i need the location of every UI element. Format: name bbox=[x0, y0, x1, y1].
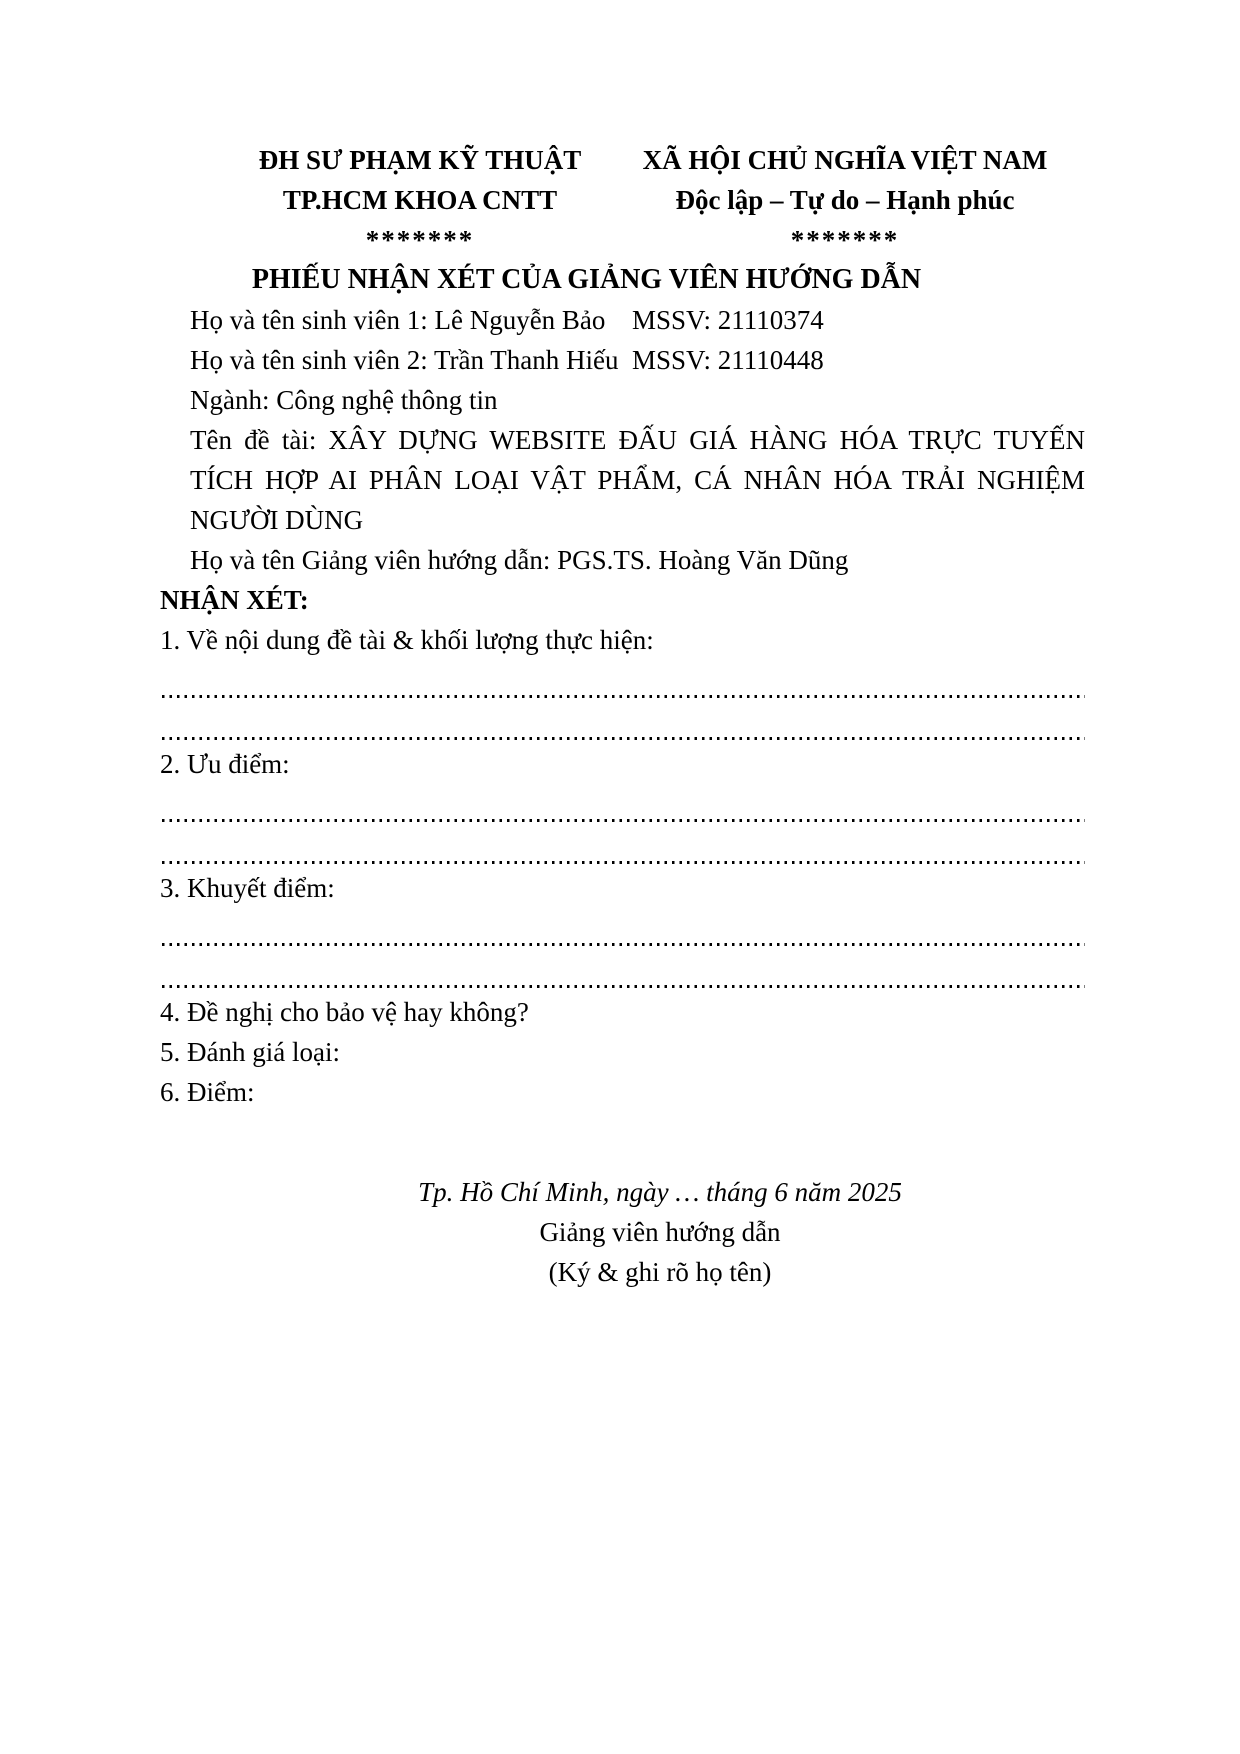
review-heading: NHẬN XÉT: bbox=[160, 585, 309, 615]
right-separator-stars: ******* bbox=[790, 225, 900, 255]
dotted-line bbox=[160, 908, 1085, 950]
topic-paragraph bbox=[190, 420, 1085, 540]
letterhead-left-column bbox=[165, 140, 675, 260]
signature-date-line: Tp. Hồ Chí Minh, ngày … tháng 6 năm 2025 bbox=[418, 1177, 902, 1207]
topic-line-1: Tên đề tài: XÂY DỰNG WEBSITE ĐẤU GIÁ HÀNG HÓA TRỰC TUYẾN bbox=[190, 425, 1085, 455]
university-name: ĐH SƯ PHẠM KỸ THUẬT bbox=[258, 145, 582, 175]
signer-role: Giảng viên hướng dẫn bbox=[539, 1217, 781, 1247]
dotted-line bbox=[160, 660, 1085, 702]
national-motto-line2: Độc lập – Tự do – Hạnh phúc bbox=[675, 185, 1015, 215]
topic-line-3: NGƯỜI DÙNG bbox=[190, 505, 364, 535]
review-item-2: 2. Ưu điểm: bbox=[160, 749, 290, 779]
signature-block bbox=[310, 1172, 1010, 1292]
student-2-name: Họ và tên sinh viên 2: Trần Thanh Hiếu bbox=[190, 345, 619, 375]
signature-note: (Ký & ghi rõ họ tên) bbox=[548, 1257, 772, 1287]
letterhead-right-column bbox=[605, 140, 1085, 260]
national-motto-line1: XÃ HỘI CHỦ NGHĨA VIỆT NAM bbox=[642, 145, 1048, 175]
page-title: PHIẾU NHẬN XÉT CỦA GIẢNG VIÊN HƯỚNG DẪN bbox=[251, 264, 922, 295]
dotted-line bbox=[160, 784, 1085, 826]
info-block bbox=[160, 300, 1085, 580]
dotted-line bbox=[160, 826, 1085, 868]
review-item-1: 1. Về nội dung đề tài & khối lượng thực hiện: bbox=[160, 625, 654, 655]
student-2-id: MSSV: 21110448 bbox=[632, 345, 824, 375]
student-1-id: MSSV: 21110374 bbox=[632, 305, 824, 335]
dotted-line bbox=[160, 950, 1085, 992]
student-2-row bbox=[190, 340, 1085, 380]
review-list bbox=[160, 620, 1085, 1112]
review-item-5: 5. Đánh giá loại: bbox=[160, 1037, 340, 1067]
dotted-line bbox=[160, 702, 1085, 744]
review-item-6: 6. Điểm: bbox=[160, 1077, 255, 1107]
major-line: Ngành: Công nghệ thông tin bbox=[190, 385, 498, 415]
left-separator-stars: ******* bbox=[365, 225, 475, 255]
student-1-name: Họ và tên sinh viên 1: Lê Nguyễn Bảo bbox=[190, 305, 606, 335]
review-item-3: 3. Khuyết điểm: bbox=[160, 873, 335, 903]
student-1-row bbox=[190, 300, 1085, 340]
letterhead bbox=[160, 140, 1085, 260]
topic-line-2: TÍCH HỢP AI PHÂN LOẠI VẬT PHẨM, CÁ NHÂN HÓA TRẢI NGHIỆM bbox=[190, 465, 1085, 495]
review-item-4: 4. Đề nghị cho bảo vệ hay không? bbox=[160, 997, 529, 1027]
advisor-line: Họ và tên Giảng viên hướng dẫn: PGS.TS. Hoàng Văn Dũng bbox=[190, 545, 849, 575]
faculty-name: TP.HCM KHOA CNTT bbox=[282, 185, 558, 215]
